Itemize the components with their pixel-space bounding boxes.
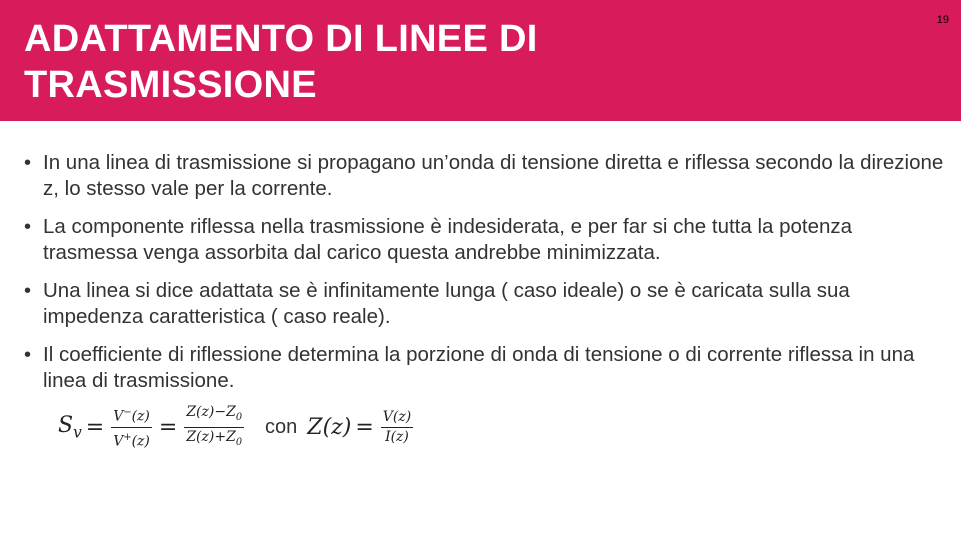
fraction-numerator: V(z) [381, 409, 413, 428]
fraction-impedance-definition [381, 409, 413, 446]
bullet-item [24, 150, 949, 202]
page-number: 19 [936, 14, 949, 26]
bullet-text: Una linea si dice adattata se è infinitamente lunga ( caso ideale) o se è caricata sulla sua impedenza caratteristica ( caso reale). [43, 279, 850, 328]
fraction-denominator: I(z) [385, 428, 409, 445]
equals-sign: = [85, 414, 105, 440]
formula-impedance: Z(z) [307, 414, 352, 440]
formula-lhs: $S_v$ [58, 412, 82, 442]
fraction-denominator: V+(z) [113, 431, 150, 450]
fraction-voltage-ratio [111, 404, 152, 450]
fraction-denominator: $Z(z)+Z_0$ [186, 428, 243, 448]
bullet-icon: • [24, 280, 32, 302]
reflection-coefficient-formula [58, 402, 416, 452]
bullet-icon: • [24, 216, 32, 238]
bullet-text: In una linea di trasmissione si propagano un’onda di tensione diretta e riflessa secondo la direzione z, lo stesso vale per la corrente. [43, 151, 944, 200]
bullet-list [24, 150, 949, 406]
bullet-item [24, 278, 949, 330]
equals-sign: = [355, 414, 374, 440]
title-bar [0, 0, 961, 121]
formula-connector: con [265, 415, 298, 438]
fraction-numerator: V−(z) [111, 404, 152, 428]
bullet-icon: • [24, 344, 32, 366]
bullet-item [24, 214, 949, 266]
fraction-numerator: $Z(z)-Z_0$ [184, 404, 244, 428]
bullet-item [24, 342, 949, 394]
equals-sign: = [158, 414, 178, 440]
bullet-text: Il coefficiente di riflessione determina la porzione di onda di tensione o di corrente riflessa in una linea di trasmissione. [43, 343, 915, 392]
bullet-icon: • [24, 152, 32, 174]
bullet-text: La componente riflessa nella trasmissione è indesiderata, e per far si che tutta la potenza trasmessa venga assorbita dal carico questa andrebbe minimizzata. [43, 215, 853, 264]
fraction-impedance-ratio [184, 404, 244, 451]
slide-title: ADATTAMENTO DI LINEE DI TRASMISSIONE [24, 18, 538, 106]
